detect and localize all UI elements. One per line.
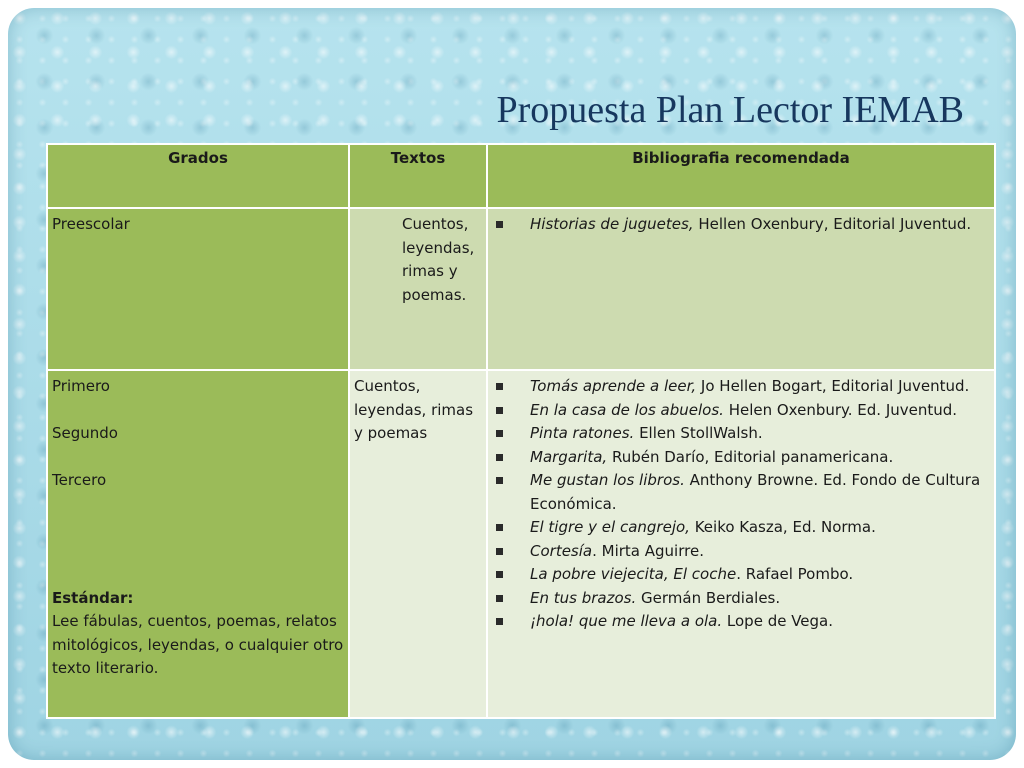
textos-cell: Cuentos, leyendas, rimas y poemas <box>349 370 487 718</box>
bibliografia-list <box>492 375 990 634</box>
list-item <box>492 399 990 423</box>
square-bullet-icon <box>496 430 503 437</box>
grados-cell <box>47 208 349 370</box>
book-details: . Rafael Pombo. <box>736 565 854 583</box>
slide-title: Propuesta Plan Lector IEMAB <box>496 89 964 131</box>
list-item <box>492 375 990 399</box>
list-item <box>492 563 990 587</box>
list-item <box>492 540 990 564</box>
square-bullet-icon <box>496 407 503 414</box>
book-title: ¡hola! que me lleva a ola. <box>530 612 723 630</box>
square-bullet-icon <box>496 595 503 602</box>
grado-primero: Primero <box>52 377 110 395</box>
book-details: . Mirta Aguirre. <box>592 541 704 560</box>
book-details: Jo Hellen Bogart, Editorial Juventud. <box>696 377 970 395</box>
book-details: Hellen Oxenbury, Editorial Juventud. <box>693 215 972 233</box>
list-item <box>492 610 990 634</box>
table-row-preescolar <box>47 208 995 370</box>
book-title: El tigre y el cangrejo, <box>530 518 690 536</box>
book-title: En la casa de los abuelos. <box>530 400 724 419</box>
bibliografia-cell <box>487 208 995 370</box>
square-bullet-icon <box>496 524 503 531</box>
list-item <box>492 213 990 237</box>
reading-plan-table <box>46 143 996 719</box>
book-details: Lope de Vega. <box>722 612 834 630</box>
table-row-primaria <box>47 370 995 718</box>
list-item <box>492 587 990 611</box>
book-title: En tus brazos. <box>530 588 637 607</box>
book-title: Me gustan los libros. <box>530 471 685 489</box>
grado-preescolar: Preescolar <box>52 215 130 233</box>
list-item <box>492 446 990 470</box>
slide-frame <box>8 8 1016 760</box>
book-details: Helen Oxenbury. Ed. Juventud. <box>723 400 958 419</box>
book-details: Germán Berdiales. <box>636 588 781 607</box>
list-item <box>492 422 990 446</box>
book-title: Tomás aprende a leer, <box>530 377 697 395</box>
list-item <box>492 469 990 516</box>
table-header-row <box>47 144 995 208</box>
estandar-text: Lee fábulas, cuentos, poemas, relatos mitológicos, leyendas, o cualquier otro texto literario. <box>52 612 344 677</box>
book-title: Pinta ratones. <box>530 424 635 442</box>
bibliografia-cell <box>487 370 995 718</box>
book-title: La pobre viejecita, El coche <box>530 565 737 583</box>
list-item <box>492 516 990 540</box>
book-title: Margarita, <box>530 447 608 466</box>
book-title: Historias de juguetes, <box>530 215 694 233</box>
textos-cell: Cuentos, leyendas, rimas y poemas. <box>349 208 487 370</box>
square-bullet-icon <box>496 477 503 484</box>
book-details: Rubén Darío, Editorial panamericana. <box>607 447 894 466</box>
book-details: Anthony Browne. Ed. Fondo de Cultura Económica. <box>530 471 981 513</box>
square-bullet-icon <box>496 221 503 228</box>
header-textos: Textos <box>349 144 487 208</box>
bibliografia-list <box>492 213 990 237</box>
grado-tercero: Tercero <box>52 471 107 489</box>
book-details: Ellen StollWalsh. <box>634 424 763 442</box>
book-details: Keiko Kasza, Ed. Norma. <box>689 518 876 536</box>
square-bullet-icon <box>496 618 503 625</box>
header-bibliografia: Bibliografia recomendada <box>487 144 995 208</box>
header-grados: Grados <box>47 144 349 208</box>
square-bullet-icon <box>496 548 503 555</box>
square-bullet-icon <box>496 454 503 461</box>
book-title: Cortesía <box>530 541 593 560</box>
square-bullet-icon <box>496 571 503 578</box>
grados-cell <box>47 370 349 718</box>
estandar-label: Estándar: <box>52 588 134 607</box>
square-bullet-icon <box>496 383 503 390</box>
grado-segundo: Segundo <box>52 424 118 442</box>
